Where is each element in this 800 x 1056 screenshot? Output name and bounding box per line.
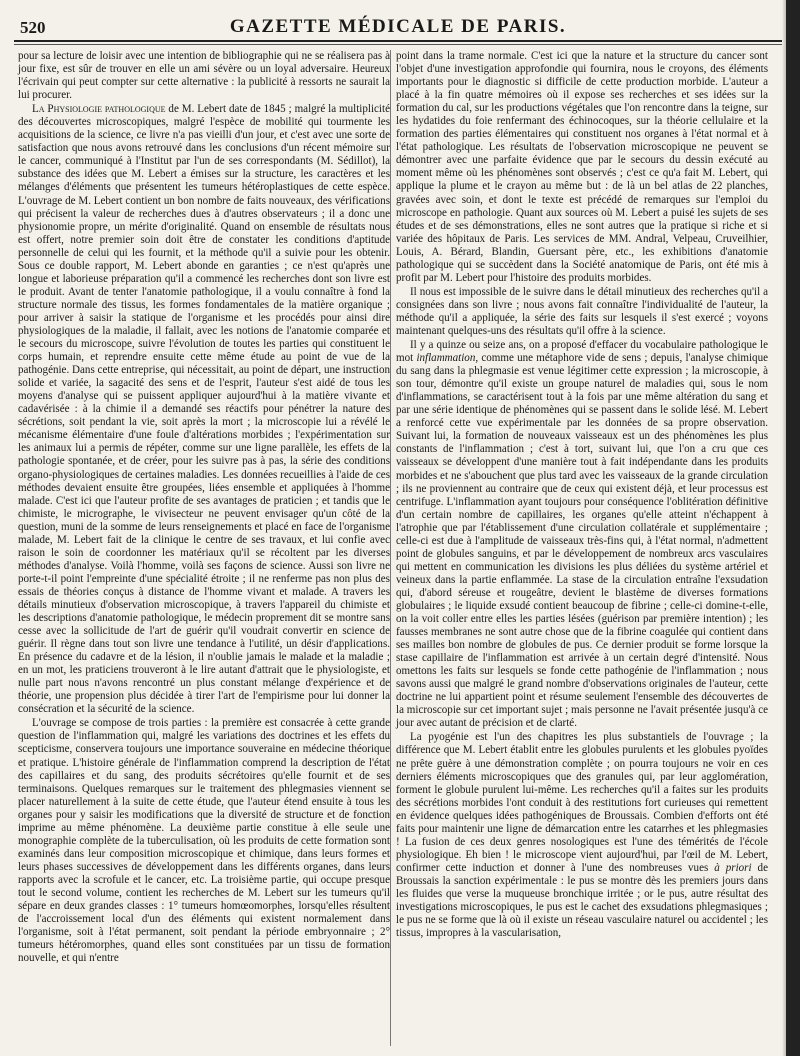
paragraph: pour sa lecture de loisir avec une intention de bibliographie qui ne se réalisera pas à jour fixe, est sûr de trouver en elle un ami sévère ou un loyal adversaire. Heureux l'écrivain qui peut compter sur cette alternative : la publicité à ressorts ne saurait la lui procurer. bbox=[18, 50, 390, 102]
paragraph bbox=[396, 339, 768, 730]
paragraph-text: , comme une métaphore vide de sens ; depuis, l'analyse chimique du sang dans la phlegmasie est venue légitimer cette expression ; la microscopie, à son tour, démontre qu'il existe un groupe naturel de maladies qui, sous le nom d'inflammations, se caractérisent tout à la fois par une même altération du sang et par une série identique de phénomènes qui se passent dans le solide lésé. M. Lebert a renforcé cette vue expérimentale par les données de sa propre observation. Suivant lui, la formation de nouveaux vaisseaux est un des phénomènes les plus constants de l'inflammation ; c'est à tort, suivant lui, que l'on a cru que ces vaisseaux se développent d'une manière tout à fait indépendante dans les produits morbides et ne s'abouchent que plus tard avec les vaisseaux de la grande circulation ; ils ne proviennent au contraire que de ceux qui existent déjà, et leur processus est centrifuge. L'inflammation ayant toujours pour conséquence l'oblitération définitive d'un certain nombre de capillaires, les organes qu'elle atteint n'échappent à l'atrophie que par l'établissement d'une circulation collatérale et supplémentaire ; celle-ci est due à l'amplitude de vaisseaux très-fins qui, à l'état normal, n'admettent point de globules sanguins, et par le développement de nombreux arcs vasculaires qui mettent en communication les divisions les plus déliées du système artériel et veineux dans la partie enflammée. La stase de la circulation entraîne l'exsudation qui, d'abord séreuse et rougeâtre, devient le blastème de diverses formations globulaires ; le liquide exsudé contient beaucoup de fibrine ; celle-ci domine-t-elle, on la voit coller entre elles les parties lésées (guérison par première intention) ; les fausses membranes ne sont autre chose que de la fibrine coagulée qui contient dans ses mailles bon nombre de globules de pus. Ce dernier produit se forme lorsque la stase capillaire de l'inflammation est arrivée à un certain degré d'intensité. Nous omettons les faits sur lesquels se fonde cette pathogénie de l'inflammation ; nous savons aussi que malgré le grand nombre d'observations originales de l'auteur, cette doctrine ne lui appartient point et résume seulement l'ensemble des découvertes de la microscopie sur cet important sujet ; mais personne ne l'avait présentée jusqu'à ce jour avec autant de précision et de clarté. bbox=[396, 352, 769, 730]
paragraph: L'ouvrage se compose de trois parties : la première est consacrée à cette grande question de l'inflammation qui, malgré les variations des doctrines et les effets du scepticisme, conservera toujours une importance souveraine en médecine théorique et pratique. L'histoire générale de l'inflammation comprend la description de l'état des capillaires et du sang, des produits sécrétoires qu'elle fournit et de ses terminaisons. Quelques remarques sur le traitement des phlegmasies viennent se placer naturellement à la suite de cette étude, que l'auteur étend ensuite à tous les organes pour y saisir les modifications que la diversité de structure et de fonction imprime au même phénomène. La deuxième partie constitue à elle seule une monographie complète de la tuberculisation, où les produits de cette formation sont examinés dans leur composition microscopique et chimique, dans leurs formes et leurs phases successives de développement dans les différents organes, dans leurs rapports avec la scrofule et le cancer, etc. La troisième partie, qui occupe presque tout le second volume, contient les recherches de M. Lebert sur les tumeurs qu'il sépare en deux grandes classes : 1° tumeurs homœomorphes, lorsqu'elles résultent de l'accroissement local d'un des éléments qui existent normalement dans l'organisme, soit à l'état permanent, soit pendant la période embryonnaire ; 2° tumeurs hétéromorphes, quand elles sont constituées par un tissu de formation nouvelle, et qui n'entre bbox=[18, 717, 390, 965]
paragraph-text: La pyogénie est l'un des chapitres les plus substantiels de l'ouvrage ; la différence que M. Lebert établit entre les globules purulents et les globules pyoïdes ne prête guère à une démonstration complète ; on pourra toujours ne voir en ces derniers éléments microscopiques que des granules qui, par leur agglomération, forment le globule purulent lui-même. Les recherches qu'il a faites sur les produits des sécrétions morbides l'ont conduit à des restitutions fort curieuses qui remettent en évidence quelques idées pathogéniques de Broussais. Combien d'efforts ont été faits pour maintenir une ligne de démarcation entre les catarrhes et les phlegmasies ! La fusion de ces deux genres nosologiques est l'une des témérités de l'école physiologique. Eh bien ! le microscope vient aujourd'hui, par l'œil de M. Lebert, confirmer cette induction et donner à l'une des nombreuses vues bbox=[396, 731, 768, 874]
paragraph-text: de Broussais la sanction expérimentale : le pus se montre dès les premiers jours dans les fluides que verse la muqueuse bronchique irritée ; or le pus, autre résultat des investigations microscopiques, le pus est le cachet des exsudations phlegmasiques ; le pus ne se forme que là où il existe un réseau vasculaire naturel ou accidentel ; les tissus, impropres à la vascularisation, bbox=[396, 861, 768, 940]
paragraph: Il nous est impossible de le suivre dans le détail minutieux des recherches qu'il a consignées dans son livre ; nous avons fait connaître l'individualité de l'auteur, la méthode qu'il a appliquée, la série des faits sur lesquels il s'est exercé ; voyons maintenant quelques-uns des résultats qu'il offre à la science. bbox=[396, 285, 768, 337]
right-column bbox=[396, 50, 768, 940]
italic-term: à priori bbox=[714, 861, 752, 874]
page-number: 520 bbox=[20, 18, 46, 37]
paragraph-text: de M. Lebert date de 1845 ; malgré la multiplicité des découvertes microscopiques, malgré l'espèce de mobilité qui tourmente les acquisitions de la science, ce livre n'a pas vieilli d'un jour, et c'est avec une sorte de satisfaction que nous avons retrouvé dans les conclusions d'un récent mémoire sur le cancer, communiqué à l'Institut par l'un de ses correspondants (M. Sédillot), la substance des idées que M. Lebert a émises sur la structure, les caractères et les mélanges d'éléments que présentent les tumeurs hétéroplastiques de cette espèce. L'ouvrage de M. Lebert contient un bon nombre de faits nouveaux, des vérifications qui précisent la valeur de recherches dues à d'autres observateurs ; il a donc une physionomie propre, un mérite d'originalité. Quand on ensemble de résultats nous est offert, notre premier soin doit être de constater les conditions d'aptitude personnelle de celui qui les fournit, et la méthode qu'il a suivie pour les obtenir. Sous ce double rapport, M. Lebert abonde en garanties ; ce n'est qu'après une longue et laborieuse préparation qu'il a commencé les recherches dont son livre est le produit. Avant de tenter l'anatomie pathologique, il a voulu connaître à fond la structure normale des tissus, les formes fondamentales de la matière organique ; pour arriver à saisir la statique de l'organisme et les procédés pour ainsi dire physiologiques de la maladie, il fallait, avec les notions de l'anatomie comparée et le secours du microscope, suivre l'évolution de toutes les parties qui constituent le corps humain, et reprendre ensuite cette même étude au point de vue de la pathogénie. Dans cette entreprise, qui nécessitait, au point de départ, une instruction solide et variée, la sagacité des sens et de l'esprit, l'auteur s'est aidé de tous les moyens d'analyse qui se puissent appliquer aujourd'hui à la matière vivante et cadavérisée : à la chimie il a demandé ses réactifs pour pénétrer la nature des sécrétions, soit pendant la vie, soit après la mort ; la microscopie lui a révélé le mécanisme élémentaire d'une foule d'altérations morbides ; l'expérimentation sur les animaux lui a permis de répéter, comme sur une ligne parallèle, les effets de la pathologie spontanée, et de créer, pour les suivre pas à pas, la série des conditions organo-physiologiques de certaines maladies. Les données recueillies à l'aide de ces méthodes devaient ensuite être groupées, liées ensemble et appliquées à l'homme malade. C'est ici que l'auteur profite de ses avantages de praticien ; et tandis que le chimiste, le micrographe, le vivisecteur ne peuvent envisager qu'un côté de la question, muni de la somme de leurs renseignements et placé en face de l'organisme malade, M. Lebert fait de la clinique le centre de ses travaux, et lui confie avec raison le soin de coordonner les matériaux qu'il se récoltent par les diverses méthodes d'analyse. Voilà l'homme, voilà ses façons de science. Aussi son livre ne porte-t-il point l'empreinte d'une spécialité étroite ; il ne renferme pas non plus des essais de théories conçus à distance de l'homme vivant et malade. A travers les détails minutieux d'observation microscopique, à travers l'appareil du chimiste et les descriptions d'anatomie pathologique, le médecin proprement dit se montre sans cesse avec la sollicitude de l'art de guérir qu'il voudrait convertir en science de guérir. Il règne dans tout son livre une tendance à l'utilité, un désir d'applications. En présence du cadavre et de la lésion, il n'oublie jamais le malade et la maladie ; en un mot, les praticiens trouveront à le lire autant d'attrait que le physiologiste, et nulle part nous n'avons rencontré un plus constant mélange d'expérience et de théorie, une propension plus décidée à tirer l'art de l'empirisme pour lui donner la consécration et la sécurité de la science. bbox=[18, 103, 390, 716]
journal-title: GAZETTE MÉDICALE DE PARIS. bbox=[229, 16, 567, 37]
page-header bbox=[14, 14, 782, 38]
paragraph: point dans la trame normale. C'est ici que la nature et la structure du cancer sont l'objet d'une investigation approfondie qui fournira, nous le croyons, des éléments importants pour le diagnostic si difficile de cette production morbide. L'auteur a placé à la fin quatre mémoires où il expose ses recherches et ses idées sur la formation du cal, sur les productions végétales que l'on rencontre dans la teigne, sur les hydatides du foie renfermant des échinocoques, sur la théorie cellulaire et la formation des parties élémentaires qui constituent nos organes à l'état normal et à l'état pathologique. Les résultats de l'observation microscopique ne peuvent se démontrer avec une parfaite évidence que par le secours du dessin exécuté au moment même où les phénomènes sont observés ; c'est ce qu'a fait M. Lebert, qui applique la plume et le crayon au même but : de là un bel atlas de 22 planches, gravées avec soin, et dont le texte est précédé de remarques sur l'emploi du microscope en pathologie. Quant aux sources où M. Lebert a puisé les sujets de ses études et de ses démonstrations, elles ne sont autres que la pratique si riche et si variée des hôpitaux de Paris. Les services de MM. Andral, Velpeau, Cruveilhier, Louis, A. Bérard, Blandin, Guersant père, etc., les exhibitions d'anatomie pathologique qui se succèdent dans la Société anatomique de Paris, ont été mis à profit par M. Lebert pour l'histoire des produits morbides. bbox=[396, 50, 768, 284]
paragraph-text: Il y a quinze ou seize ans, on a proposé d'effacer du vocabulaire pathologique le mot bbox=[396, 339, 768, 365]
header-rule bbox=[14, 40, 784, 42]
scan-border bbox=[786, 0, 800, 1056]
header-rule-thin bbox=[14, 44, 784, 45]
paragraph bbox=[18, 103, 390, 716]
book-title: La Physiologie pathologique bbox=[32, 103, 166, 116]
left-column bbox=[18, 50, 390, 965]
column-divider bbox=[390, 50, 391, 1046]
italic-term: inflammation bbox=[416, 352, 476, 365]
paragraph bbox=[396, 731, 768, 940]
